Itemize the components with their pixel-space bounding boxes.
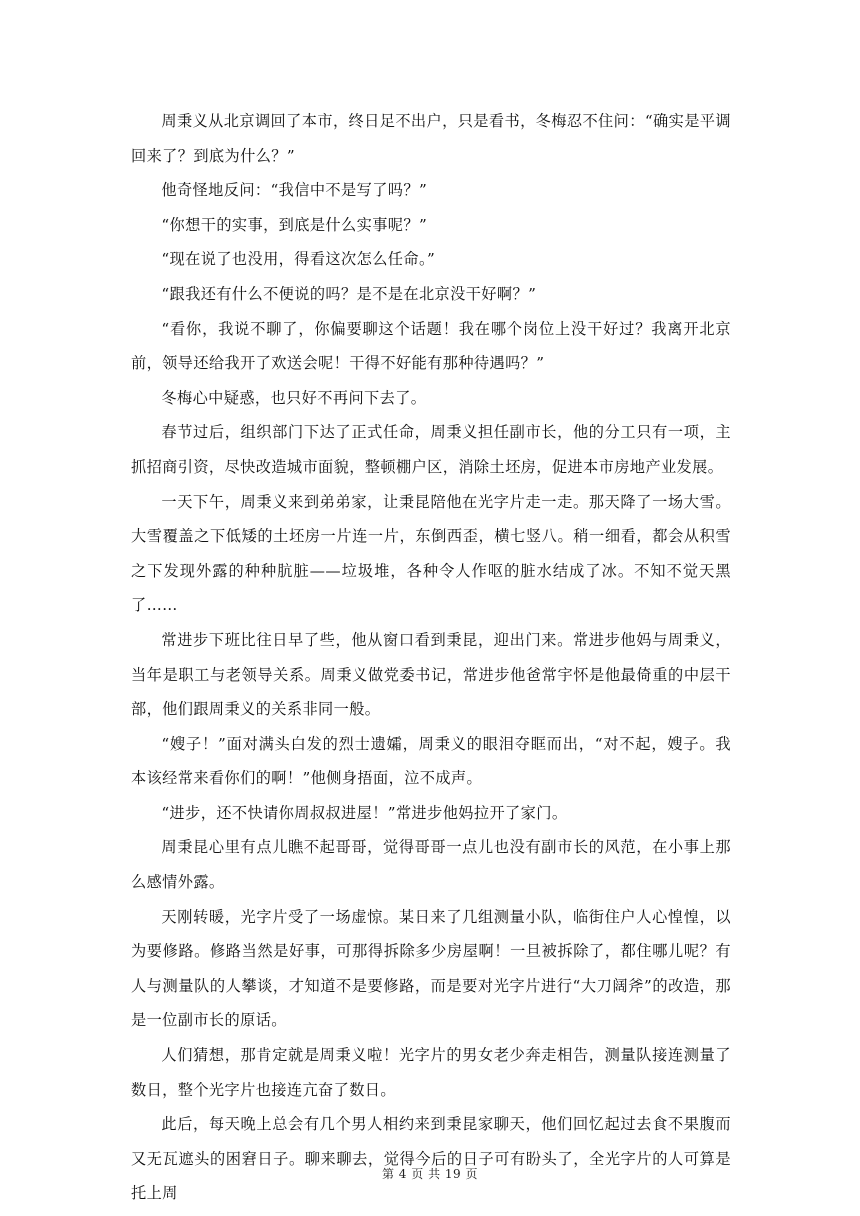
footer-page-number: 4 bbox=[398, 1167, 407, 1181]
paragraph: 一天下午，周秉义来到弟弟家，让秉昆陪他在光字片走一走。那天降了一场大雪。大雪覆盖之下低矮的土坯房一片连一片，东倒西歪，横七竖八。稍一细看，都会从积雪之下发现外露的种种肮脏——垃圾堆，各种令人作呕的脏水结成了冰。不知不觉天黑了…… bbox=[131, 492, 731, 615]
paragraph: “嫂子！”面对满头白发的烈士遗孀，周秉义的眼泪夺眶而出，“对不起，嫂子。我本该经常来看你们的啊！”他侧身捂面，泣不成声。 bbox=[131, 734, 731, 788]
paragraph: 常进步下班比往日早了些，他从窗口看到秉昆，迎出门来。常进步他妈与周秉义，当年是职工与老领导关系。周秉义做党委书记，常进步他爸常宇怀是他最倚重的中层干部，他们跟周秉义的关系非同一般。 bbox=[131, 630, 731, 719]
paragraph: “你想干的实事，到底是什么实事呢？” bbox=[161, 215, 428, 234]
document-body bbox=[131, 104, 731, 1211]
footer-total-pages: 19 bbox=[444, 1167, 462, 1181]
paragraph: 他奇怪地反问：“我信中不是写了吗？” bbox=[161, 181, 428, 200]
paragraph: 冬梅心中疑惑，也只好不再问下去了。 bbox=[161, 388, 427, 407]
paragraph: “进步，还不快请你周叔叔进屋！”常进步他妈拉开了家门。 bbox=[161, 803, 568, 822]
paragraph: 周秉义从北京调回了本市，终日足不出户，只是看书，冬梅忍不住问：“确实是平调回来了？到底为什么？” bbox=[131, 112, 731, 165]
paragraph: 此后，每天晚上总会有几个男人相约来到秉昆家聊天，他们回忆起过去食不果腹而又无瓦遮头的困窘日子。聊来聊去，觉得今后的日子可有盼头了，全光字片的人可算是托上周 bbox=[131, 1115, 731, 1203]
paragraph: “现在说了也没用，得看这次怎么任命。” bbox=[161, 250, 436, 269]
paragraph: 人们猜想，那肯定就是周秉义啦！光字片的男女老少奔走相告，测量队接连测量了数日，整个光字片也接连亢奋了数日。 bbox=[131, 1046, 731, 1099]
paragraph: 天刚转暖，光字片受了一场虚惊。某日来了几组测量小队，临街住户人心惶惶，以为要修路。修路当然是好事，可那得拆除多少房屋啊！一旦被拆除了，都住哪儿呢？有人与测量队的人攀谈，才知道不是要修路，而是要对光字片进行“大刀阔斧”的改造，那是一位副市长的原话。 bbox=[131, 907, 731, 1030]
paragraph: 春节过后，组织部门下达了正式任命，周秉义担任副市长，他的分工只有一项，主抓招商引资，尽快改造城市面貌，整顿棚户区，消除土坯房，促进本市房地产业发展。 bbox=[131, 423, 731, 476]
footer-suffix: 页 bbox=[465, 1167, 479, 1181]
paragraph: “跟我还有什么不便说的吗？是不是在北京没干好啊？” bbox=[161, 284, 537, 303]
footer-mid: 页 共 bbox=[411, 1167, 441, 1181]
page-footer bbox=[0, 1165, 860, 1182]
paragraph: “看你，我说不聊了，你偏要聊这个话题！我在哪个岗位上没干好过？我离开北京前，领导还给我开了欢送会呢！干得不好能有那种待遇吗？” bbox=[131, 319, 731, 373]
footer-prefix: 第 bbox=[381, 1167, 395, 1181]
paragraph: 周秉昆心里有点儿瞧不起哥哥，觉得哥哥一点儿也没有副市长的风范，在小事上那么感情外露。 bbox=[131, 838, 731, 892]
